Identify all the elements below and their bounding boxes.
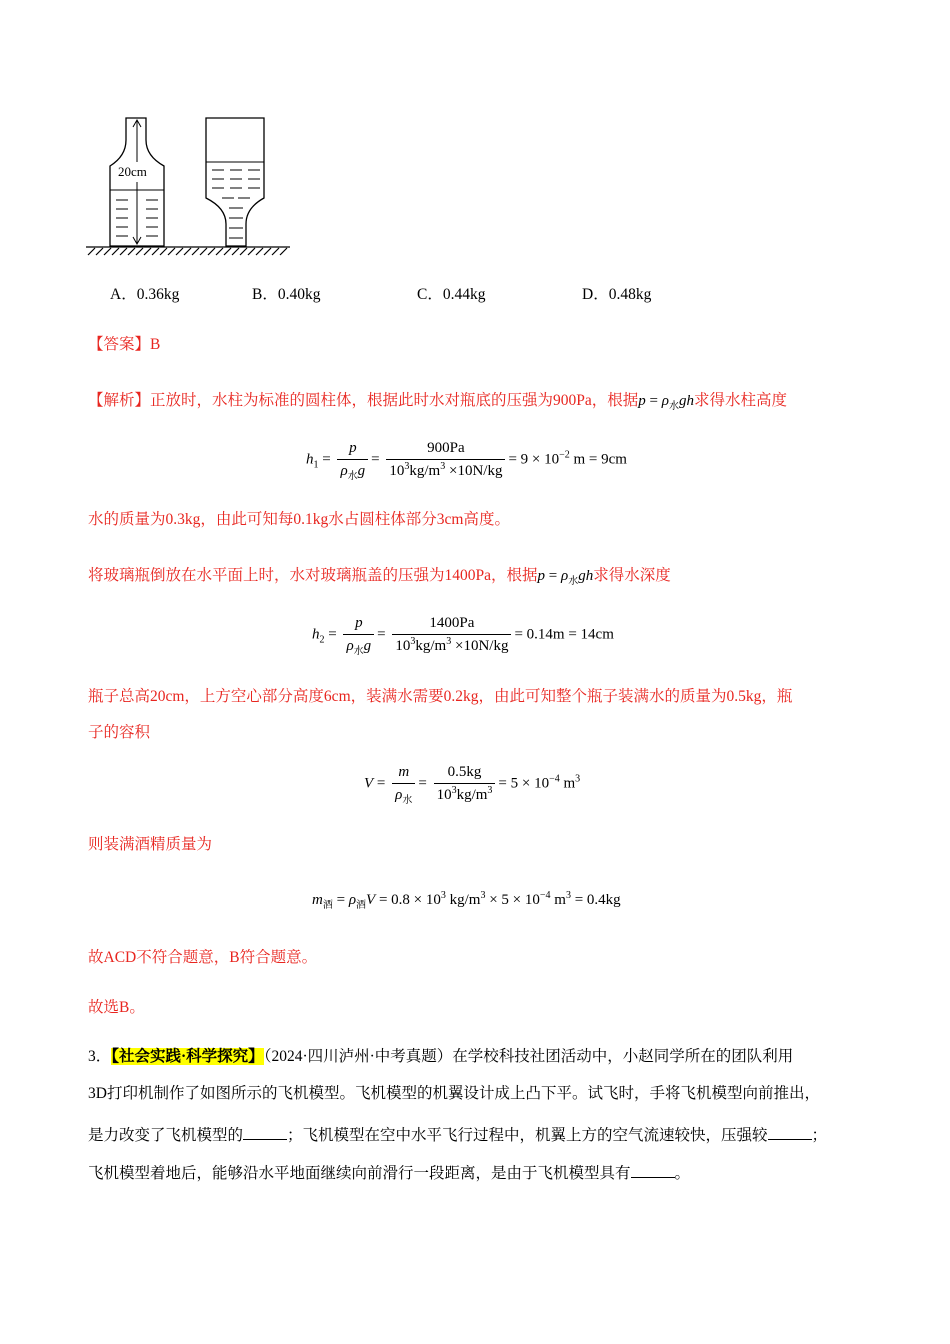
option-a: A．0.36kg xyxy=(110,286,180,303)
blank-1[interactable] xyxy=(243,1125,287,1140)
inverted-bottle-water xyxy=(206,162,264,238)
option-d: D．0.48kg xyxy=(582,286,652,303)
analysis-line-4a: 瓶子总高20cm，上方空心部分高度6cm，装满水需要0.2kg，由此可知整个瓶子装满水的质量为0.5kg，瓶 xyxy=(88,688,793,705)
question-source: （2024·四川泸州·中考真题）在学校科技社团活动中，小赵同学所在的团队利用 xyxy=(263,1048,794,1065)
inline-formula-1: $p = \rho_水gh$ xyxy=(638,393,694,412)
inverted-bottle xyxy=(206,118,264,246)
question-3-line-1 xyxy=(88,1049,793,1065)
formula-3: V = $\frac{m}{\rho_水}$ = $\frac{0.5kg}{10^3kg/m^3}$ = $5 \times 10^{-4}$ $m^3$ xyxy=(364,764,581,807)
analysis-tag: 【解析】 xyxy=(88,392,151,409)
blank-2[interactable] xyxy=(768,1125,812,1140)
option-b: B．0.40kg xyxy=(252,286,321,303)
question-3-line-3: 是力改变了飞机模型的 ；飞机模型在空中水平飞行过程中，机翼上方的空气流速较快，压强较 ； xyxy=(88,1127,828,1144)
analysis-p1-pre: 正放时，水柱为标准的圆柱体，根据此时水对瓶底的压强为900Pa，根据 xyxy=(150,392,639,409)
analysis-line-3: 将玻璃瓶倒放在水平面上时，水对玻璃瓶盖的压强为1400Pa，根据$p = \rho_水gh$求得水深度 xyxy=(88,567,671,587)
analysis-line-5: 则装满酒精质量为 xyxy=(88,836,213,853)
question-number: 3． xyxy=(88,1048,112,1065)
analysis-line-2: 水的质量为0.3kg，由此可知每0.1kg水占圆柱体部分3cm高度。 xyxy=(88,511,510,528)
analysis-p1-post: 求得水柱高度 xyxy=(693,392,787,409)
ground xyxy=(86,247,290,255)
formula-1: $h_1$ = $\frac{p}{\rho_水g}$ = $\frac{900Pa}{10^3kg/m^3 \times 10N/kg}$ = $9 \times 10^{-2}$ m = 9cm xyxy=(306,440,627,483)
question-3-line-4: 飞机模型着地后，能够沿水平地面继续向前滑行一段距离，是由于飞机模型具有 。 xyxy=(88,1165,691,1182)
blank-3[interactable] xyxy=(631,1163,675,1178)
analysis-line-7: 故选B。 xyxy=(88,999,145,1016)
answer-line: 【答案】B xyxy=(88,336,161,353)
formula-4: $m_酒 = \rho_酒V = 0.8 \times 10^3$ $kg/m^3 \times 5 \times 10^{-4}$ $m^3 = 0.4kg$ xyxy=(312,890,621,911)
bottles-figure xyxy=(84,112,294,262)
formula-2: $h_2$ = $\frac{p}{\rho_水g}$ = $\frac{1400Pa}{10^3kg/m^3 \times 10N/kg}$ = 0.14m = 14cm xyxy=(312,615,614,658)
option-c: C．0.44kg xyxy=(417,286,486,303)
analysis-line-1 xyxy=(88,392,787,412)
question-tag: 【社会实践·科学探究】 xyxy=(111,1048,264,1065)
inline-formula-2: $p = \rho_水gh$ xyxy=(537,568,594,587)
question-3-line-2: 3D打印机制作了如图所示的飞机模型。飞机模型的机翼设计成上凸下平。试飞时，手将飞机模型向前推出， xyxy=(88,1085,820,1102)
height-label: 20cm xyxy=(118,164,147,179)
analysis-line-6: 故ACD不符合题意，B符合题意。 xyxy=(88,949,318,966)
height-arrow xyxy=(133,120,141,244)
analysis-line-4b: 子的容积 xyxy=(88,724,151,741)
